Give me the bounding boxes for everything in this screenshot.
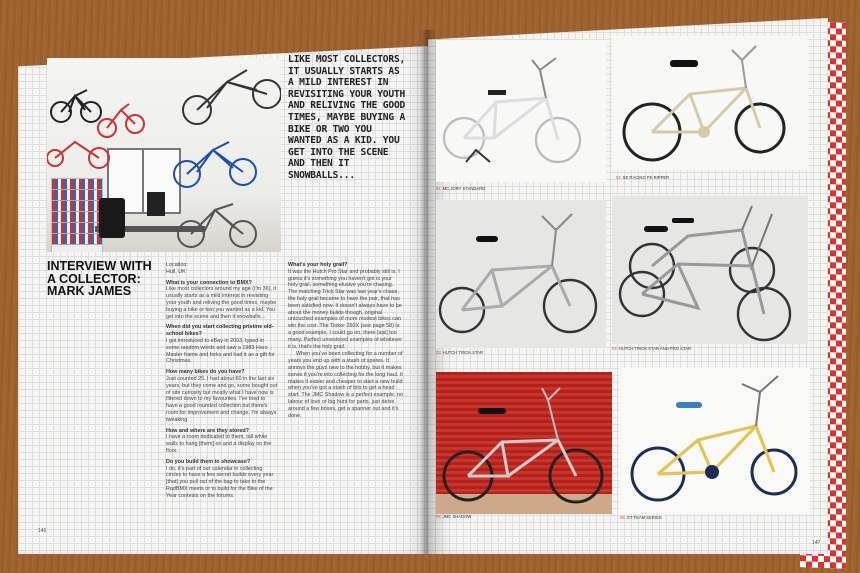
answer: It was the Hutch Pro Star and probably still is. I guess it's something you haven't got is your holy grail, something elusive you're chasing. The matching Trick Star was last year's chase, the holy grail became to have the pair, that has been satisfied now. It doesn't always have to be about the money builds though, original untouched examples of more modest bikes can win the cost. The Torker 260X (see page 58) is a good example. I could go on, there [are] too many. Perfect unrestored examples of whatever it is, that's the holy grail.	[288, 268, 403, 350]
bike-illustration-5	[436, 372, 612, 514]
caption-text: SE RACING PK RIPPER	[622, 175, 670, 180]
wall-bike-1	[51, 90, 101, 122]
bike-photo-4	[612, 196, 808, 344]
collection-room-photo	[47, 58, 281, 252]
caption-number: 06	[620, 515, 625, 520]
bike-illustration-2	[612, 36, 808, 170]
question: What's your holy grail?	[288, 262, 348, 268]
article-title: INTERVIEW WITH A COLLECTOR: MARK JAMES	[47, 259, 152, 298]
wall-bike-5	[178, 204, 256, 247]
caption-text: MC JORY STANDARD	[442, 186, 486, 191]
caption-1	[436, 186, 485, 191]
wall-bikes-illustration	[47, 58, 281, 252]
page-number-right: 147	[812, 540, 821, 546]
caption-6	[620, 515, 662, 520]
pull-quote: LIKE MOST COLLECTORS, IT USUALLY STARTS AS A MILD INTEREST IN REVISITING YOUR YOUTH AND RELIVING THE GOOD TIMES, MAYBE BUYING A BIKE OR TWO YOU WANTED AS A KID. YOU GET INTO THE SCENE AND THEN IT SNOWBALLS...	[288, 54, 406, 181]
question: How and where are they stored?	[166, 427, 249, 434]
caption-5	[436, 514, 471, 519]
answer: I have a room dedicated to them, tall white walls to hang [them] on and a display on the floor.	[166, 434, 272, 454]
location-value: Hull, UK	[166, 268, 186, 275]
bike-photo-2	[612, 36, 808, 170]
caption-text: JMC SHADOW	[442, 514, 472, 519]
location-label: Location:	[166, 262, 188, 268]
answer: I got introduced to eBay in 2003, typed in some random words and saw a 1983 Haro Master frame and forks and had it as a gift for Christmas.	[166, 337, 275, 365]
question: When did you start collecting pristine old-school bikes?	[166, 324, 274, 338]
caption-3	[436, 350, 483, 355]
wall-bike-3	[183, 70, 281, 124]
question: Do you build them to showcase?	[166, 458, 251, 465]
wall-bike-4	[174, 142, 256, 187]
location	[166, 262, 278, 276]
answer: When you've been collecting for a number of years you end up with a stash of spares. It annoys the guys new to the hobby, but it makes sense if you're into collecting for the long haul. It makes it easier and cheaper to start a new build when you've got a stash of bits to get a head start. The JMC Shadow is a perfect example; no labour of love or big hunt for parts, just delve around a few boxes, get a spanner out and it's done.	[288, 351, 403, 419]
page-number-left: 146	[38, 528, 47, 534]
caption-text: HUTCH TRICK STAR AND PRO STAR	[618, 346, 692, 351]
question: What is your connection to BMX?	[166, 279, 252, 286]
caption-number: 02	[616, 175, 621, 180]
answer: I do, it's part of our calendar in collecting circles to have a few secret builds every year [that] you pull out of the bag to take to the RadBMX meets or to build for the Bike of the Year contests on the forums.	[166, 465, 274, 499]
bike-photo-6	[620, 368, 810, 514]
bike-photo-3	[436, 200, 606, 348]
caption-number: 03	[436, 350, 441, 355]
interview-column-2	[288, 262, 403, 419]
bike-illustration-4	[612, 196, 808, 344]
question: How many bikes do you have?	[166, 369, 245, 376]
caption-number: 05	[436, 514, 441, 519]
caption-4	[612, 346, 691, 351]
caption-number: 04	[612, 346, 617, 351]
bike-photo-1	[436, 40, 606, 182]
caption-text: HUTCH TRICK STAR	[442, 350, 483, 355]
answer: Like most collectors around my age (I'm 36), it usually starts as a mild interest in revisiting your youth and reliving the good times, maybe buying a bike or two you wanted as a kid. You get into the scene and then it snowballs...	[166, 286, 277, 320]
wall-bike-2	[98, 104, 144, 137]
interview-column-1	[166, 262, 278, 500]
bike-illustration-1	[436, 40, 606, 182]
caption-2	[616, 175, 669, 180]
wall-bike-6	[47, 142, 109, 168]
bike-illustration-6	[620, 368, 810, 514]
answer: Just counted 25. I had about 60 in the last six years, but they come and go, some bought out of site curiosity but mostly what I have now is filtered down to my favourites. I've tried to have a good rounded collection but there's room for improvement and change. I'm always tweaking.	[166, 375, 278, 423]
caption-text: GT TEAM SERIES	[626, 515, 662, 520]
caption-number: 01	[436, 186, 441, 191]
bike-illustration-3	[436, 200, 606, 348]
bike-photo-5	[436, 372, 612, 514]
